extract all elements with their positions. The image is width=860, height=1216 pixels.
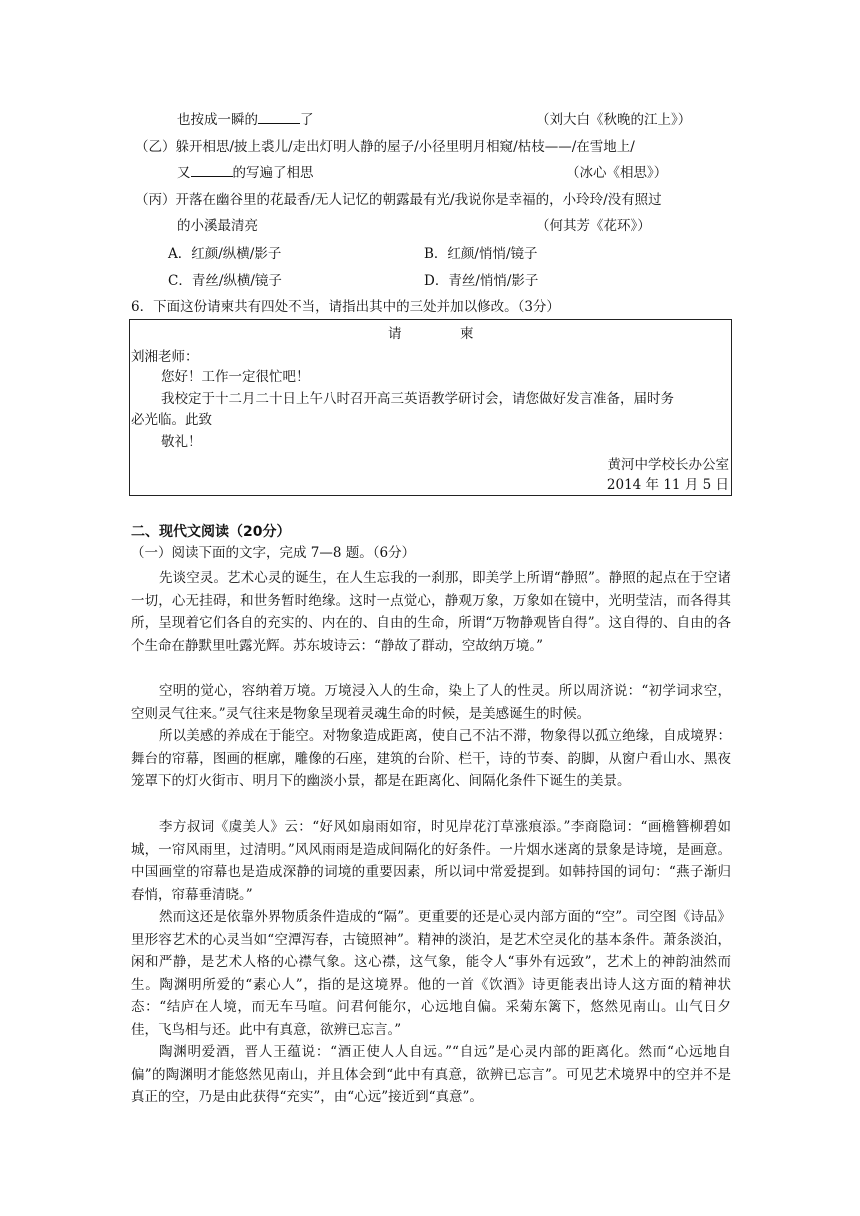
poem-text: 躲开相思/披上裘儿/走出灯明人静的屋子/小径里明月相窥/枯枝——/在雪地上/ xyxy=(175,139,635,155)
poem-label: （乙） xyxy=(135,139,176,155)
passage-paragraph-5: 然而这还是依靠外界物质条件造成的“隔”。更重要的还是心灵内部方面的“空”。司空图《诗品》里形容艺术的心灵当如“空潭泻春，古镜照神”。精神的淡泊，是艺术空灵化的基本条件。萧条淡泊，闲和严静，是艺术人格的心襟气象。这心襟，这气象，能令人“事外有远致”，艺术上的神韵油然而生。陶渊明所爱的“素心人”，指的是这境界。他的一首《饮酒》诗更能表出诗人这方面的精神状态：“结庐在人境，而无车马喧。问君何能尔，心远地自偏。采菊东篱下，悠然见南山。山气日夕佳，飞鸟相与还。此中有真意，欲辨已忘言。” xyxy=(131,909,731,1038)
poem-yi-line1 xyxy=(135,137,635,157)
poem-jia-line xyxy=(177,110,314,130)
poem-text: 的写遍了相思 xyxy=(232,165,314,181)
invitation-sender: 黄河中学校长办公室 xyxy=(607,457,729,473)
invitation-date: 2014 年 11 月 5 日 xyxy=(606,477,729,493)
passage-paragraph-6: 陶渊明爱酒，晋人王蕴说：“酒正使人人自远。”“自远”是心灵内部的距离化。然而“心远地自偏”的陶渊明才能悠然见南山，并且体会到“此中有真意，欲辨已忘言”。可见艺术境界中的空并不是真正的空，乃是由此获得“充实”，由“心远”接近到“真意”。 xyxy=(131,1044,731,1105)
poem-text: 也按成一瞬的 xyxy=(177,112,258,128)
invitation-closing: 敬礼！ xyxy=(161,434,202,450)
invitation-title-char2: 柬 xyxy=(460,326,474,342)
poem-bing-line1 xyxy=(135,190,662,210)
section-subtitle: （一）阅读下面的文字，完成 7—8 题。（6分） xyxy=(131,545,416,561)
invitation-body-line1: 我校定于十二月二十日上午八时召开高三英语教学研讨会，请您做好发言准备，届时务 xyxy=(161,391,674,407)
poem-yi-source: （冰心《相思》） xyxy=(566,165,668,181)
fill-blank-2[interactable] xyxy=(191,163,233,177)
poem-jia-source: （刘大白《秋晚的江上》） xyxy=(536,112,692,128)
invitation-box xyxy=(129,319,732,496)
poem-label: （丙） xyxy=(135,192,176,208)
section-title: 二、现代文阅读（20分） xyxy=(131,524,291,540)
passage-paragraph-4: 李方叔词《虞美人》云：“好风如扇雨如帘，时见岸花汀草涨痕添。”李商隐词：“画檐簪柳碧如城，一帘风雨里，过清明。”风风雨雨是造成间隔化的好条件。一片烟水迷离的景象是诗境，是画意。中国画堂的帘幕也是造成深静的词境的重要因素，所以词中常爱提到。如韩持国的词句：“燕子渐归春悄，帘幕垂清晓。” xyxy=(131,819,731,903)
option-b[interactable]: B．红颜/悄悄/镜子 xyxy=(424,246,538,262)
poem-text: 开落在幽谷里的花最香/无人记忆的朝露最有光/我说你是幸福的，小玲玲/没有照过 xyxy=(175,192,662,208)
option-a[interactable]: A．红颜/纵横/影子 xyxy=(168,246,282,262)
invitation-title-char1: 请 xyxy=(388,326,402,342)
invitation-greeting: 您好！工作一定很忙吧！ xyxy=(161,369,310,385)
poem-yi-line2 xyxy=(177,163,314,183)
poem-text: 又 xyxy=(177,165,191,181)
option-d[interactable]: D．青丝/悄悄/影子 xyxy=(424,273,539,289)
passage-paragraph-2: 空明的觉心，容纳着万境。万境浸入人的生命，染上了人的性灵。所以周济说：“初学词求空，空则灵气往来。”灵气往来是物象呈现着灵魂生命的时候，是美感诞生的时候。 xyxy=(131,683,731,722)
fill-blank-1[interactable] xyxy=(258,110,300,124)
invitation-body-line2: 必光临。此致 xyxy=(131,412,212,428)
option-c[interactable]: C．青丝/纵横/镜子 xyxy=(168,273,282,289)
passage-paragraph-1: 先谈空灵。艺术心灵的诞生，在人生忘我的一刹那，即美学上所谓“静照”。静照的起点在于空诸一切，心无挂碍，和世务暂时绝缘。这时一点觉心，静观万象，万象如在镜中，光明莹洁，而各得其所，呈现着它们各自的充实的、内在的、自由的生命，所谓“万物静观皆自得”。这自得的、自由的各个生命在静默里吐露光辉。苏东坡诗云：“静故了群动，空故纳万境。” xyxy=(131,570,731,654)
poem-bing-source: （何其芳《花环》） xyxy=(536,218,651,234)
passage-paragraph-3: 所以美感的养成在于能空。对物象造成距离，使自己不沾不滞，物象得以孤立绝缘，自成境界：舞台的帘幕，图画的框廓，雕像的石座，建筑的台阶、栏干，诗的节奏、韵脚，从窗户看山水、黑夜笼罩下的灯火街市、明月下的幽淡小景，都是在距离化、间隔化条件下诞生的美景。 xyxy=(131,728,731,789)
poem-bing-line2: 的小溪最清亮 xyxy=(177,218,258,234)
question-6-prompt: 6．下面这份请柬共有四处不当，请指出其中的三处并加以修改。（3分） xyxy=(131,299,560,315)
poem-text: 了 xyxy=(300,112,314,128)
invitation-salutation: 刘湘老师： xyxy=(131,349,199,365)
